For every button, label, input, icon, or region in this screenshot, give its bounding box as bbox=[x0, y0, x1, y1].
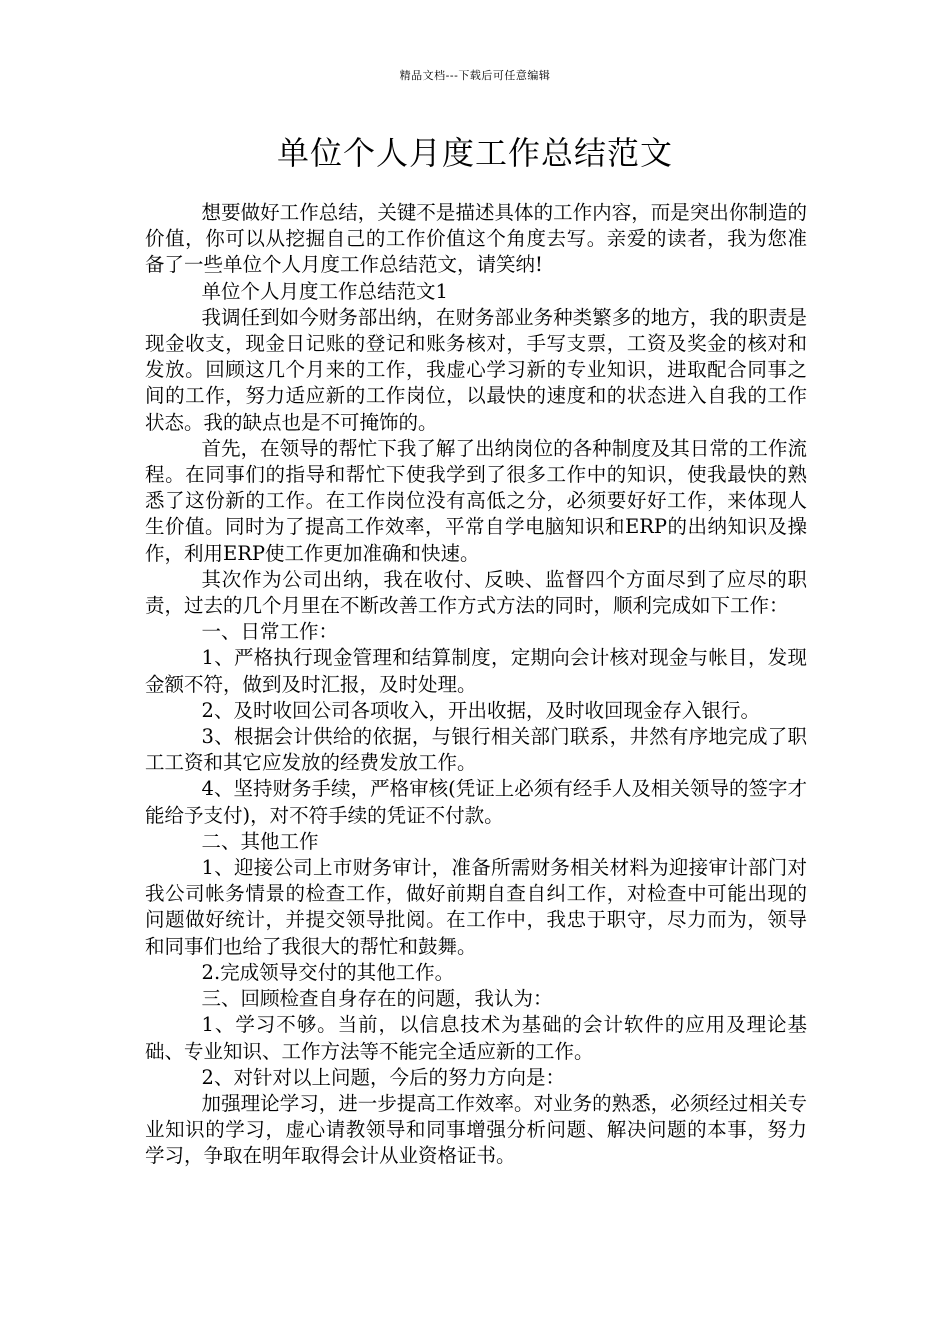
list-item: 2、及时收回公司各项收入，开出收据，及时收回现金存入银行。 bbox=[201, 698, 760, 722]
list-item: 1、迎接公司上市财务审计，准备所需财务相关材料为迎接审计部门对我公司帐务情景的检查工作，做好前期自查自纠工作，对检查中可能出现的问题做好统计，并提交领导批阅。在工作中，我忠于职守，尽力而为，领导和同事们也给了我很大的帮忙和鼓舞。 bbox=[145, 856, 807, 958]
paragraph: 其次作为公司出纳，我在收付、反映、监督四个方面尽到了应尽的职责，过去的几个月里在不断改善工作方式方法的同时，顺利完成如下工作： bbox=[145, 567, 807, 618]
document-title: 单位个人月度工作总结范文 bbox=[276, 134, 673, 172]
section-heading-daily-work: 一、日常工作： bbox=[201, 620, 339, 644]
header-note: 精品文档---下载后可任意编辑 bbox=[399, 69, 551, 82]
list-item: 3、根据会计供给的依据，与银行相关部门联系，井然有序地完成了职工工资和其它应发放的经费发放工作。 bbox=[145, 725, 807, 775]
paragraph: 首先，在领导的帮忙下我了解了出纳岗位的各种制度及其日常的工作流程。在同事们的指导和帮忙下使我学到了很多工作中的知识，使我最快的熟悉了这份新的工作。在工作岗位没有高低之分，必须要好好工作，来体现人生价值。同时为了提高工作效率，平常自学电脑知识和ERP的出纳知识及操作，利用ERP使工作更加准确和快速。 bbox=[145, 436, 807, 565]
section-heading-review: 三、回顾检查自身存在的问题，我认为： bbox=[201, 987, 553, 1011]
document-body bbox=[145, 200, 807, 1170]
section-heading-other-work: 二、其他工作 bbox=[201, 829, 319, 853]
paragraph: 我调任到如今财务部出纳，在财务部业务种类繁多的地方，我的职责是现金收支，现金日记账的登记和账务核对，手写支票，工资及奖金的核对和发放。回顾这几个月来的工作，我虚心学习新的专业知识，进取配合同事之间的工作，努力适应新的工作岗位，以最快的速度和的状态进入自我的工作状态。我的缺点也是不可掩饰的。 bbox=[145, 305, 807, 434]
list-item: 1、严格执行现金管理和结算制度，定期向会计核对现金与帐目，发现金额不符，做到及时汇报，及时处理。 bbox=[145, 646, 807, 696]
list-item: 1、学习不够。当前，以信息技术为基础的会计软件的应用及理论基础、专业知识、工作方法等不能完全适应新的工作。 bbox=[145, 1013, 807, 1063]
list-item: 2.完成领导交付的其他工作。 bbox=[201, 960, 455, 984]
paragraph-conclusion: 加强理论学习，进一步提高工作效率。对业务的熟悉，必须经过相关专业知识的学习，虚心请教领导和同事增强分析问题、解决问题的本事，努力学习，争取在明年取得会计从业资格证书。 bbox=[145, 1091, 807, 1168]
section-heading-sample-1: 单位个人月度工作总结范文1 bbox=[201, 279, 448, 303]
list-item: 2、对针对以上问题，今后的努力方向是： bbox=[201, 1065, 565, 1089]
list-item: 4、坚持财务手续，严格审核(凭证上必须有经手人及相关领导的签字才能给予支付)，对不符手续的凭证不付款。 bbox=[145, 777, 807, 827]
paragraph-intro: 想要做好工作总结，关键不是描述具体的工作内容，而是突出你制造的价值，你可以从挖掘自己的工作价值这个角度去写。亲爱的读者，我为您准备了一些单位个人月度工作总结范文，请笑纳! bbox=[145, 201, 807, 277]
